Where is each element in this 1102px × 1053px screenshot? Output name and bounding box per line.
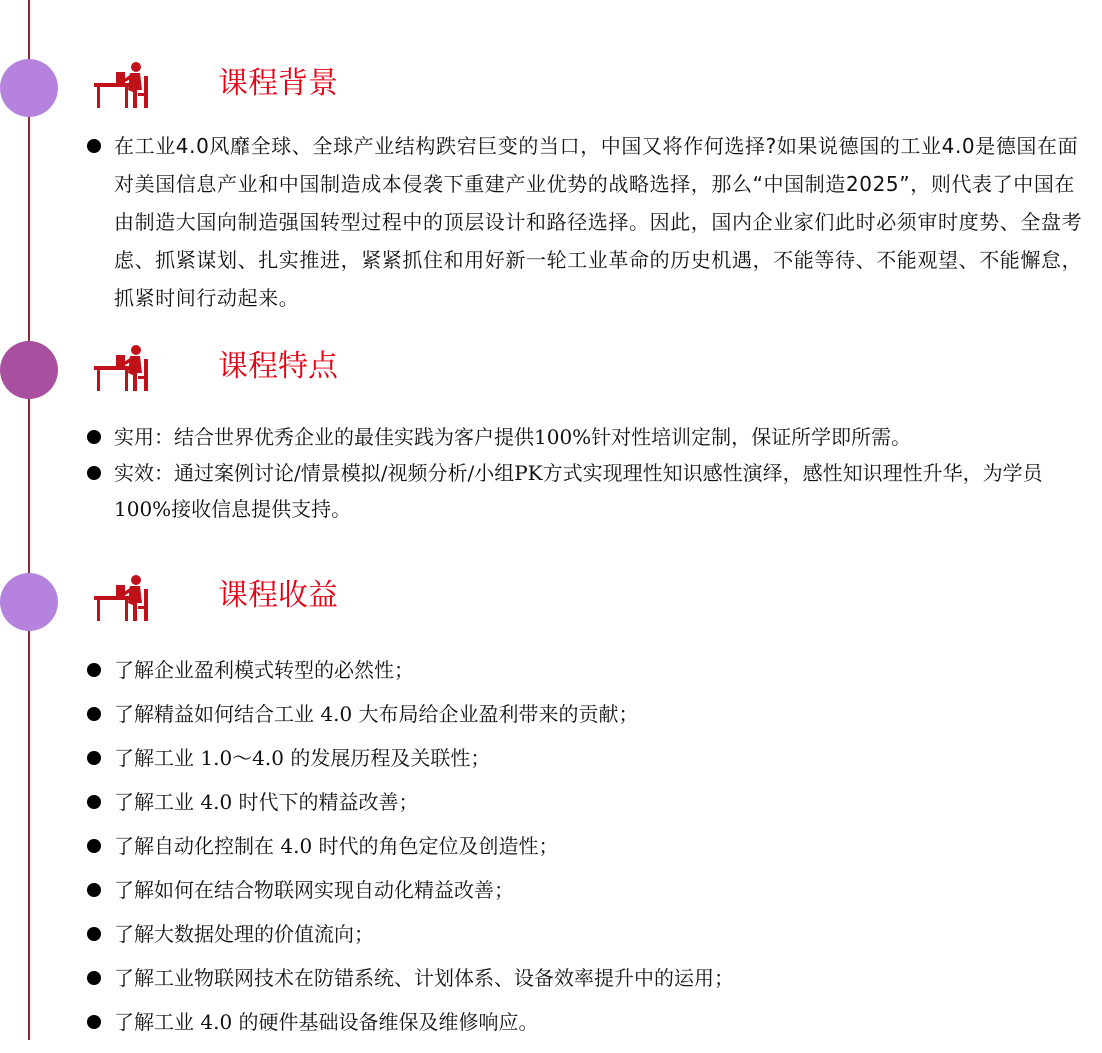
item-text: 了解企业盈利模式转型的必然性； <box>114 658 414 682</box>
person-at-desk-icon <box>92 343 152 393</box>
list-item <box>84 692 1084 736</box>
list-item <box>84 455 1084 527</box>
list-item <box>84 956 1084 1000</box>
timeline-node <box>0 59 58 117</box>
list-item <box>84 824 1084 868</box>
item-text: 了解自动化控制在 4.0 时代的角色定位及创造性； <box>114 834 559 858</box>
list-item <box>84 1000 1084 1044</box>
bullet <box>87 663 101 677</box>
list-item <box>84 736 1084 780</box>
person-at-desk-icon <box>92 60 152 110</box>
item-text: 了解工业 4.0 的硬件基础设备维保及维修响应。 <box>114 1010 539 1034</box>
section-heading-background: 课程背景 <box>218 66 338 101</box>
bullet <box>87 1015 101 1029</box>
bullet <box>87 466 101 480</box>
bullet <box>87 707 101 721</box>
section-heading-benefits: 课程收益 <box>218 578 338 613</box>
features-section-body <box>84 419 1084 527</box>
bullet <box>87 430 101 444</box>
item-text: 了解如何在结合物联网实现自动化精益改善； <box>114 878 514 902</box>
section-heading-features: 课程特点 <box>218 349 338 384</box>
bullet <box>87 839 101 853</box>
timeline-node <box>0 341 58 399</box>
bullet <box>87 795 101 809</box>
list-item <box>84 868 1084 912</box>
list-item <box>84 912 1084 956</box>
timeline-node <box>0 573 58 631</box>
bullet <box>87 927 101 941</box>
list-item <box>84 419 1084 455</box>
timeline-line <box>28 0 30 1040</box>
item-text: 了解工业 1.0～4.0 的发展历程及关联性； <box>114 746 491 770</box>
list-item <box>84 648 1084 692</box>
item-text: 了解工业物联网技术在防错系统、计划体系、设备效率提升中的运用； <box>114 966 734 990</box>
bullet <box>87 751 101 765</box>
person-at-desk-icon <box>92 573 152 623</box>
item-text: 了解工业 4.0 时代下的精益改善； <box>114 790 419 814</box>
list-item <box>84 780 1084 824</box>
item-text: 实效：通过案例讨论/情景模拟/视频分析/小组PK方式实现理性知识感性演绎，感性知识理性升华，为学员100%接收信息提供支持。 <box>114 461 1043 521</box>
item-text: 实用：结合世界优秀企业的最佳实践为客户提供100%针对性培训定制，保证所学即所需。 <box>114 425 912 449</box>
item-text: 了解精益如何结合工业 4.0 大布局给企业盈利带来的贡献； <box>114 702 639 726</box>
list-item <box>84 127 1084 317</box>
bullet <box>87 139 101 153</box>
bullet <box>87 971 101 985</box>
bullet <box>87 883 101 897</box>
benefits-section-body <box>84 648 1084 1044</box>
background-section-body <box>84 127 1084 317</box>
item-text: 了解大数据处理的价值流向； <box>114 922 374 946</box>
item-text: 在工业4.0风靡全球、全球产业结构跌宕巨变的当口，中国又将作何选择?如果说德国的工业4.0是德国在面对美国信息产业和中国制造成本侵袭下重建产业优势的战略选择，那么“中国制造2025”，则代表了中国在由制造大国向制造强国转型过程中的顶层设计和路径选择。因此，国内企业家们此时必须审时度势、全盘考虑、抓紧谋划、扎实推进，紧紧抓住和用好新一轮工业革命的历史机遇，不能等待、不能观望、不能懈怠，抓紧时间行动起来。 <box>114 134 1083 310</box>
